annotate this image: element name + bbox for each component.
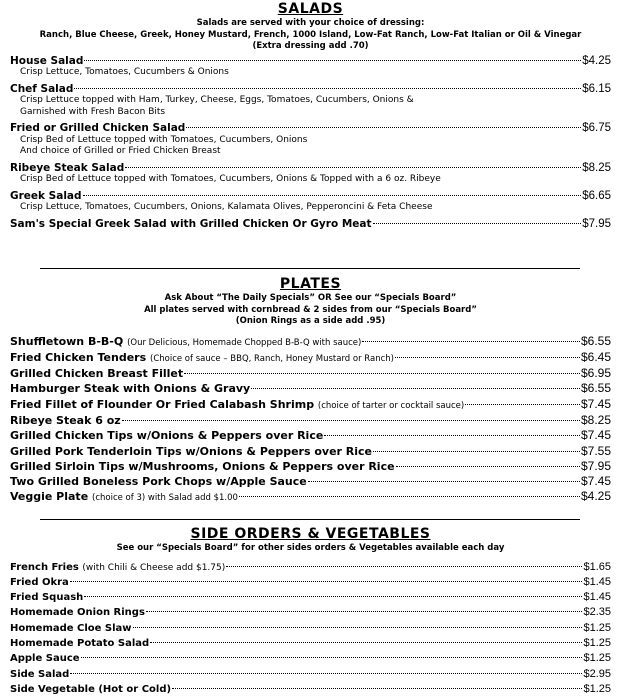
dot-leader <box>324 435 580 436</box>
menu-item-grilled-chicken-breast <box>10 366 611 381</box>
item-name: Homemade Cloe Slaw <box>10 622 132 634</box>
item-price: $8.25 <box>582 161 611 174</box>
menu-item-flounder-or-shrimp <box>10 397 611 413</box>
menu-item-ribeye-steak <box>10 413 611 428</box>
salads-intro-line: Ranch, Blue Cheese, Greek, Honey Mustard, French, 1000 Island, Low-Fat Ranch, Low-Fat Italian or Oil & Vinegar <box>39 29 582 40</box>
menu-item-pork-tenderloin-tips <box>10 444 611 459</box>
item-price: $6.55 <box>580 333 611 348</box>
plates-section <box>0 276 623 506</box>
salads-intro <box>10 18 611 53</box>
item-price: $4.25 <box>582 54 611 67</box>
item-price: $7.55 <box>580 443 611 458</box>
menu-item-pork-chops <box>10 474 611 489</box>
item-price: $2.95 <box>583 667 611 680</box>
item-description: Crisp Lettuce, Tomatoes, Cucumbers & Onions <box>20 67 229 77</box>
menu-item-fried-squash <box>10 590 611 605</box>
plates-intro-line: All plates served with cornbread & 2 sides from our “Specials Board” <box>144 304 477 315</box>
item-price: $1.25 <box>583 636 611 649</box>
item-name: Veggie Plate <box>10 490 89 504</box>
item-name: Apple Sauce <box>10 653 80 665</box>
item-name: Hamburger Steak with Onions & Gravy <box>10 382 251 396</box>
item-name: Homemade Onion Rings <box>10 607 145 619</box>
item-name: House Salad <box>10 54 84 67</box>
item-name: Fried Chicken Tenders <box>10 350 147 364</box>
item-note: (Our Delicious, Homemade Chopped B-B-Q with sauce) <box>127 337 362 348</box>
item-price: $7.45 <box>580 474 611 489</box>
dot-leader <box>150 642 582 643</box>
item-price: $4.25 <box>580 489 611 504</box>
dot-leader <box>251 388 580 389</box>
item-note: (choice of 3) with Salad add $1.00 <box>92 493 238 504</box>
menu-item-sirloin-tips <box>10 459 611 474</box>
dot-leader <box>133 627 583 628</box>
menu-item-sams-special-greek-salad <box>10 218 611 231</box>
dot-leader <box>373 451 580 452</box>
item-name: Fried Squash <box>10 592 84 604</box>
dot-leader <box>125 167 581 168</box>
item-description: Crisp Lettuce, Tomatoes, Cucumbers, Onions, Kalamata Olives, Pepperoncini & Feta Cheese <box>20 202 433 212</box>
dot-leader <box>122 420 580 421</box>
plates-intro <box>10 293 611 328</box>
menu-item-side-salad <box>10 667 611 682</box>
item-price: $7.95 <box>580 458 611 473</box>
dot-leader <box>81 657 583 658</box>
item-name: Ribeye Steak 6 oz <box>10 413 121 427</box>
menu-item-cole-slaw <box>10 621 611 636</box>
menu-item-fried-okra <box>10 575 611 590</box>
item-price: $7.95 <box>582 217 611 230</box>
menu-item-grilled-chicken-tips <box>10 428 611 443</box>
sides-title: SIDE ORDERS & VEGETABLES <box>190 526 431 542</box>
item-name: Greek Salad <box>10 189 82 202</box>
item-name: Side Salad <box>10 668 70 680</box>
item-price: $6.95 <box>580 366 611 381</box>
item-name: Ribeye Steak Salad <box>10 161 125 174</box>
item-price: $1.65 <box>583 560 611 573</box>
menu-item-side-vegetable <box>10 682 611 697</box>
salads-intro-line: Salads are served with your choice of dressing: <box>196 18 425 28</box>
item-description: Garnished with Fresh Bacon Bits <box>20 106 166 117</box>
item-price: $6.65 <box>582 189 611 202</box>
item-name: Grilled Sirloin Tips w/Mushrooms, Onions & Peppers over Rice <box>10 459 395 473</box>
item-name: Shuffletown B-B-Q <box>10 334 124 348</box>
item-name: Fried Fillet of Flounder Or Fried Calabash Shrimp <box>10 397 315 411</box>
item-price: $6.75 <box>582 122 611 134</box>
menu-item-hamburger-steak <box>10 381 611 396</box>
item-name: Grilled Chicken Tips w/Onions & Peppers over Rice <box>10 429 324 443</box>
item-description: Crisp Bed of Lettuce topped with Tomatoes, Cucumbers, Onions & Topped with a 6 oz. Ribeye <box>20 174 441 184</box>
item-description: And choice of Grilled or Fried Chicken Breast <box>20 146 221 156</box>
menu-item-chicken-salad <box>10 122 611 158</box>
salads-section <box>0 1 623 230</box>
menu-item-greek-salad <box>10 190 611 214</box>
section-divider <box>40 519 580 520</box>
plates-title: PLATES <box>279 276 342 292</box>
menu-item-shuffletown-bbq <box>10 334 611 350</box>
dot-leader <box>395 357 580 358</box>
item-price: $1.25 <box>583 621 611 634</box>
item-price: $1.25 <box>583 682 611 695</box>
item-price: $6.45 <box>580 349 611 364</box>
item-name: Grilled Chicken Breast Fillet <box>10 367 184 381</box>
item-note: (Choice of sauce – BBQ, Ranch, Honey Mustard or Ranch) <box>150 353 394 364</box>
item-description: Crisp Bed of Lettuce topped with Tomatoes, Cucumbers, Onions <box>20 134 308 145</box>
salads-title: SALADS <box>277 1 344 17</box>
item-name: Sam's Special Greek Salad with Grilled Chicken Or Gyro Meat <box>10 217 372 230</box>
sides-intro-line: See our “Specials Board” for other sides orders & Vegetables available each day <box>116 543 505 553</box>
plates-intro-line: (Onion Rings as a side add .95) <box>235 316 386 326</box>
menu-item-french-fries <box>10 560 611 575</box>
item-price: $7.45 <box>580 428 611 443</box>
plates-intro-line: Ask About “The Daily Specials” OR See our “Specials Board” <box>164 293 457 303</box>
dot-leader <box>70 581 583 582</box>
dot-leader <box>74 88 581 89</box>
item-price: $1.25 <box>583 652 611 665</box>
dot-leader <box>396 466 580 467</box>
item-price: $1.45 <box>583 575 611 588</box>
item-name: French Fries <box>10 561 79 573</box>
dot-leader <box>465 404 580 405</box>
item-price: $6.15 <box>582 82 611 95</box>
dot-leader <box>172 688 582 689</box>
item-name: Fried or Grilled Chicken Salad <box>10 122 186 134</box>
item-name: Fried Okra <box>10 576 69 588</box>
item-name: Chef Salad <box>10 82 74 95</box>
menu-item-apple-sauce <box>10 651 611 666</box>
dot-leader <box>373 223 582 224</box>
dot-leader <box>226 566 582 567</box>
sides-section <box>0 526 623 697</box>
dot-leader <box>184 373 580 374</box>
menu-item-fried-chicken-tenders <box>10 350 611 366</box>
item-price: $2.35 <box>583 606 611 619</box>
dot-leader <box>146 611 583 612</box>
menu-item-potato-salad <box>10 636 611 651</box>
dot-leader <box>83 195 582 196</box>
item-note: (with Chili & Cheese add $1.75) <box>82 562 226 573</box>
menu-item-chef-salad <box>10 83 611 119</box>
salads-intro-line: (Extra dressing add .70) <box>252 41 369 51</box>
dot-leader <box>308 481 580 482</box>
dot-leader <box>84 60 581 61</box>
item-note: (choice of tarter or cocktail sauce) <box>317 400 465 411</box>
dot-leader <box>70 673 582 674</box>
item-name: Grilled Pork Tenderloin Tips w/Onions & Peppers over Rice <box>10 444 373 458</box>
item-price: $6.55 <box>580 381 611 396</box>
item-price: $1.45 <box>583 591 611 604</box>
item-name: Side Vegetable (Hot or Cold) <box>10 683 172 695</box>
menu-item-onion-rings <box>10 605 611 620</box>
item-price: $7.45 <box>580 396 611 411</box>
menu-item-ribeye-steak-salad <box>10 162 611 186</box>
menu-item-house-salad <box>10 55 611 79</box>
dot-leader <box>186 127 581 128</box>
item-name: Two Grilled Boneless Pork Chops w/Apple Sauce <box>10 475 307 489</box>
dot-leader <box>239 496 580 497</box>
item-name: Homemade Potato Salad <box>10 637 150 649</box>
menu-item-veggie-plate <box>10 489 611 505</box>
section-divider <box>40 268 580 269</box>
item-price: $8.25 <box>580 412 611 427</box>
dot-leader <box>84 596 582 597</box>
dot-leader <box>362 341 580 342</box>
item-description: Crisp Lettuce topped with Ham, Turkey, Cheese, Eggs, Tomatoes, Cucumbers, Onions & <box>20 95 414 105</box>
